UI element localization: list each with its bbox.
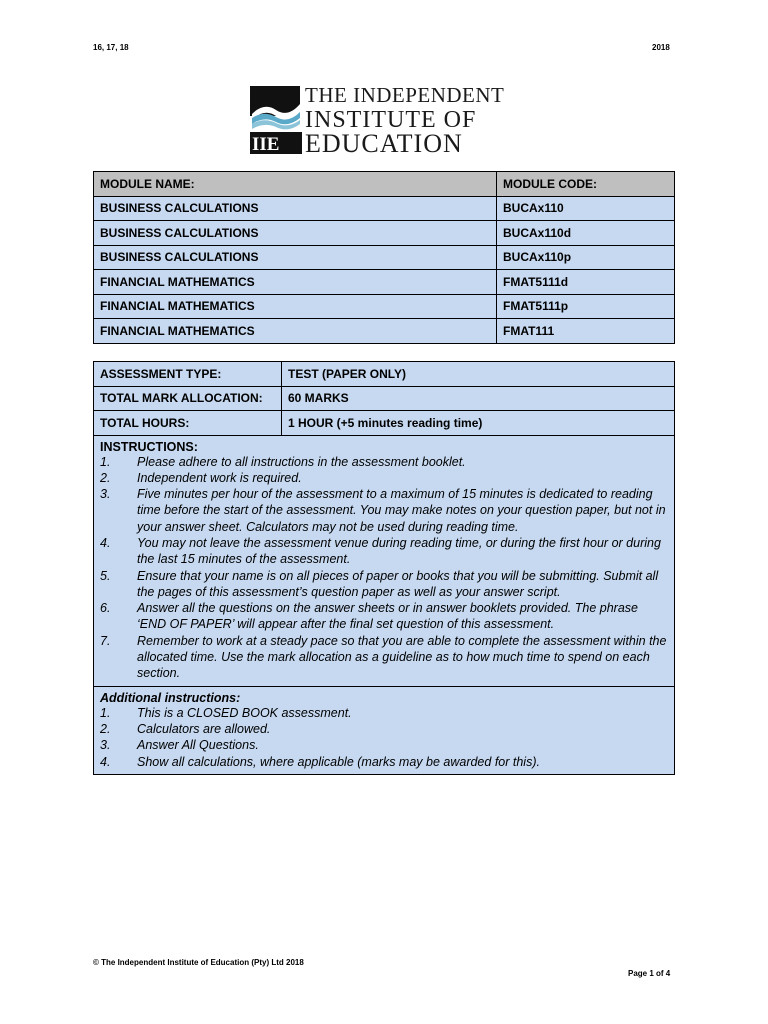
total-hours-value: 1 HOUR (+5 minutes reading time): [282, 411, 675, 436]
module-code: BUCAx110p: [497, 245, 675, 270]
module-code: FMAT5111p: [497, 294, 675, 319]
module-code-header: MODULE CODE:: [497, 172, 675, 197]
table-row: [94, 362, 675, 387]
list-item: 7. Remember to work at a steady pace so that you are able to complete the assessment within the allocated time. Use the mark allocation as a guideline as to how much time to spend on each section.: [100, 633, 667, 681]
list-item: 2. Independent work is required.: [100, 470, 302, 485]
module-table-header: [94, 172, 675, 197]
instructions-list: [100, 454, 668, 682]
list-item: 3. Answer All Questions.: [100, 738, 259, 753]
list-item: 4. Show all calculations, where applicable (marks may be awarded for this).: [100, 754, 540, 769]
instructions-cell: [94, 435, 675, 686]
table-row: [94, 386, 675, 411]
additional-instructions-list: [100, 705, 668, 770]
list-item: 1. Please adhere to all instructions in the assessment booklet.: [100, 454, 466, 469]
iie-logo: [250, 84, 518, 156]
total-marks-label: TOTAL MARK ALLOCATION:: [94, 386, 282, 411]
page-number: Page 1 of 4: [628, 969, 671, 978]
module-name: FINANCIAL MATHEMATICS: [94, 319, 497, 344]
logo-line-2: INSTITUTE OF: [305, 107, 477, 133]
module-name: BUSINESS CALCULATIONS: [94, 245, 497, 270]
assessment-table: [93, 361, 675, 775]
module-name: BUSINESS CALCULATIONS: [94, 221, 497, 246]
instructions-title: INSTRUCTIONS:: [100, 439, 198, 454]
table-row: [94, 270, 675, 295]
additional-instructions-title: Additional instructions:: [100, 690, 241, 705]
logo-line-3: EDUCATION: [305, 129, 463, 158]
module-code: FMAT5111d: [497, 270, 675, 295]
module-code: BUCAx110d: [497, 221, 675, 246]
table-row: [94, 294, 675, 319]
table-row: [94, 411, 675, 436]
logo-initials: IIE: [252, 134, 280, 155]
module-name: FINANCIAL MATHEMATICS: [94, 294, 497, 319]
list-item: 6. Answer all the questions on the answer sheets or in answer booklets provided. The phrase ‘END OF PAPER’ will appear after the final set question of this assessment.: [100, 601, 638, 632]
module-name: FINANCIAL MATHEMATICS: [94, 270, 497, 295]
assessment-type-value: TEST (PAPER ONLY): [282, 362, 675, 387]
module-code: BUCAx110: [497, 196, 675, 221]
total-marks-value: 60 MARKS: [282, 386, 675, 411]
header-year: 2018: [652, 43, 670, 52]
table-row: [94, 221, 675, 246]
list-item: 2. Calculators are allowed.: [100, 721, 271, 736]
logo-line-1: THE INDEPENDENT: [305, 83, 505, 107]
module-name: BUSINESS CALCULATIONS: [94, 196, 497, 221]
additional-instructions-row: [94, 686, 675, 774]
module-code: FMAT111: [497, 319, 675, 344]
list-item: 1. This is a CLOSED BOOK assessment.: [100, 705, 352, 720]
module-table: [93, 171, 675, 344]
list-item: 5. Ensure that your name is on all pieces of paper or books that you will be submitting. Submit all the pages of this assessment’s question paper as well as your answer script.: [100, 568, 659, 599]
list-item: 3. Five minutes per hour of the assessment to a maximum of 15 minutes is dedicated to reading time before the start of the assessment. You may make notes on your question paper, but not in your answer sheet. Calculators may not be used during reading time.: [100, 487, 666, 534]
table-row: [94, 196, 675, 221]
instructions-row: [94, 435, 675, 686]
list-item: 4. You may not leave the assessment venue during reading time, or during the first hour or during the last 15 minutes of the assessment.: [100, 535, 661, 567]
additional-instructions-cell: [94, 686, 675, 774]
module-name-header: MODULE NAME:: [94, 172, 497, 197]
table-row: [94, 319, 675, 344]
assessment-type-label: ASSESSMENT TYPE:: [94, 362, 282, 387]
copyright-notice: © The Independent Institute of Education (Pty) Ltd 2018: [93, 958, 304, 967]
total-hours-label: TOTAL HOURS:: [94, 411, 282, 436]
header-years: 16, 17, 18: [93, 43, 129, 52]
table-row: [94, 245, 675, 270]
